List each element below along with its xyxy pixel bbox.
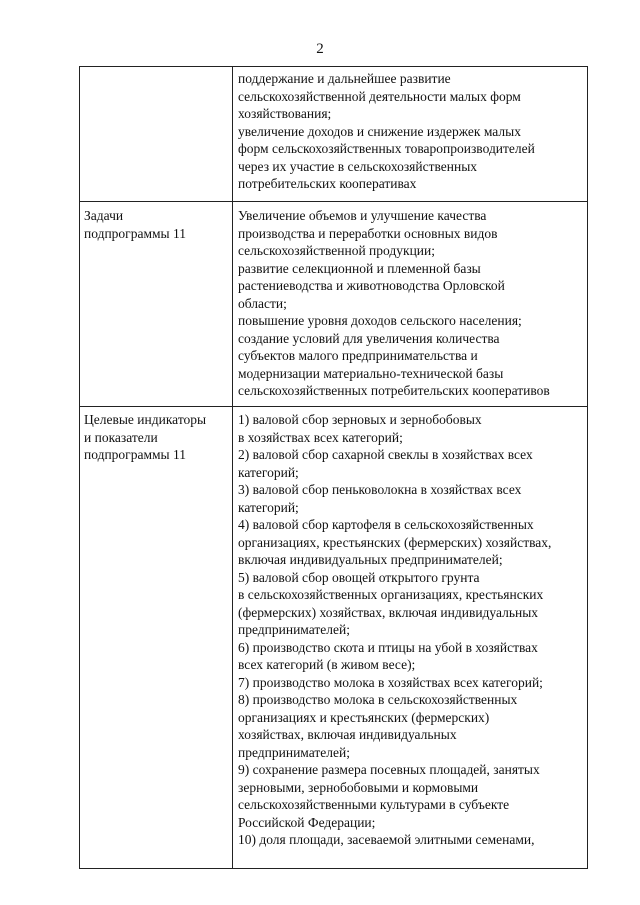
text-line: хозяйствах, включая индивидуальных bbox=[238, 727, 457, 742]
text-line: форм сельскохозяйственных товаропроизводителей bbox=[238, 141, 535, 156]
text-line: увеличение доходов и снижение издержек малых bbox=[238, 123, 521, 139]
text-line: 4) валовой сбор картофеля в сельскохозяйственных bbox=[238, 517, 534, 532]
table-row-indicators bbox=[80, 406, 587, 869]
text-line: категорий; bbox=[238, 499, 299, 515]
page-number: 2 bbox=[316, 41, 324, 57]
text-line: поддержание и дальнейшее развитие bbox=[238, 71, 451, 86]
text-line: организациях и крестьянских (фермерских) bbox=[238, 709, 490, 725]
text-line: 2) валовой сбор сахарной свеклы в хозяйствах всех bbox=[238, 447, 533, 462]
text-line: области; bbox=[238, 295, 287, 311]
text-line: модернизации материально-технической базы bbox=[238, 365, 504, 381]
text-line: развитие селекционной и племенной базы bbox=[238, 260, 481, 276]
label-line: и показатели bbox=[84, 429, 158, 445]
text-line: 9) сохранение размера посевных площадей, занятых bbox=[238, 762, 540, 777]
program-passport-table bbox=[79, 66, 588, 869]
text-line: (фермерских) хозяйствах, включая индивидуальных bbox=[238, 604, 539, 620]
text-line: 7) производство молока в хозяйствах всех категорий; bbox=[238, 674, 543, 690]
text-line: 5) валовой сбор овощей открытого грунта bbox=[238, 569, 480, 585]
text-line: зерновыми, зернобобовыми и кормовыми bbox=[238, 779, 479, 795]
text-line: всех категорий (в живом весе); bbox=[238, 657, 416, 672]
text-line: растениеводства и животноводства Орловской bbox=[238, 278, 505, 293]
label-line: подпрограммы 11 bbox=[84, 447, 186, 462]
text-line: сельскохозяйственной деятельности малых форм bbox=[238, 88, 521, 104]
table-row-tasks bbox=[80, 201, 587, 407]
text-line: сельскохозяйственной продукции; bbox=[238, 243, 435, 258]
text-line: 10) доля площади, засеваемой элитными семенами, bbox=[238, 832, 535, 847]
text-line: в сельскохозяйственных организациях, крестьянских bbox=[238, 587, 544, 602]
text-line: Увеличение объемов и улучшение качества bbox=[238, 208, 487, 223]
text-line: сельскохозяйственными культурами в субъекте bbox=[238, 797, 510, 812]
text-line: через их участие в сельскохозяйственных bbox=[238, 158, 478, 174]
text-line: 3) валовой сбор пеньковолокна в хозяйствах всех bbox=[238, 482, 522, 497]
text-line: в хозяйствах всех категорий; bbox=[238, 429, 403, 445]
text-line: категорий; bbox=[238, 464, 299, 480]
text-line: хозяйствования; bbox=[238, 106, 332, 121]
text-line: создание условий для увеличения количества bbox=[238, 330, 500, 346]
text-line: предпринимателей; bbox=[238, 622, 350, 637]
row-label bbox=[84, 411, 230, 464]
row-content bbox=[238, 70, 588, 193]
text-line: предпринимателей; bbox=[238, 744, 350, 760]
text-line: включая индивидуальных предпринимателей; bbox=[238, 552, 503, 567]
table-row-goals-continuation bbox=[80, 67, 587, 201]
text-line: Российской Федерации; bbox=[238, 814, 376, 830]
row-content bbox=[238, 207, 588, 400]
text-line: повышение уровня доходов сельского населения; bbox=[238, 313, 522, 328]
label-line: подпрограммы 11 bbox=[84, 225, 186, 241]
text-line: сельскохозяйственных потребительских кооперативов bbox=[238, 383, 550, 398]
label-line: Задачи bbox=[84, 208, 124, 223]
text-line: производства и переработки основных видов bbox=[238, 225, 498, 241]
text-line: 6) производство скота и птицы на убой в хозяйствах bbox=[238, 639, 538, 655]
row-content bbox=[238, 411, 588, 849]
text-line: организациях, крестьянских (фермерских) хозяйствах, bbox=[238, 534, 552, 550]
text-line: потребительских кооперативах bbox=[238, 176, 417, 191]
text-line: 8) производство молока в сельскохозяйственных bbox=[238, 692, 518, 707]
text-line: субъектов малого предпринимательства и bbox=[238, 348, 478, 363]
label-line: Целевые индикаторы bbox=[84, 412, 207, 427]
text-line: 1) валовой сбор зерновых и зернобобовых bbox=[238, 412, 482, 427]
row-label bbox=[84, 207, 230, 242]
